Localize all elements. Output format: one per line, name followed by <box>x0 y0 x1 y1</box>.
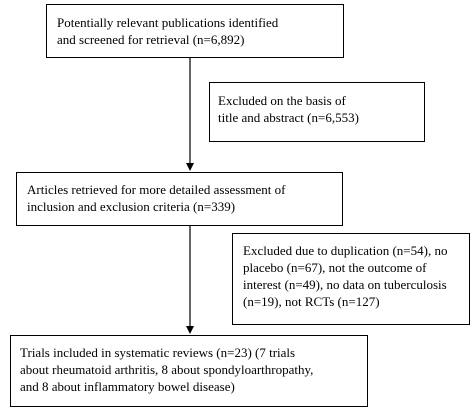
box-text-line: Trials included in systematic reviews (n=23) (7 trials <box>20 345 296 360</box>
box-text-line: Potentially relevant publications identified <box>57 15 279 30</box>
box-text-line: placebo (n=67), not the outcome of <box>243 260 427 275</box>
box-articles-retrieved <box>16 172 343 226</box>
box-text-line: and 8 about inflammatory bowel disease) <box>20 379 235 394</box>
box-text-line: inclusion and exclusion criteria (n=339) <box>27 199 236 214</box>
box-excluded-duplication <box>232 233 470 325</box>
box-text-line: and screened for retrieval (n=6,892) <box>57 32 245 47</box>
box-text-line: Excluded due to duplication (n=54), no <box>243 243 448 258</box>
box-text-line: interest (n=49), no data on tuberculosis <box>243 277 447 292</box>
box-text-line: title and abstract (n=6,553) <box>218 110 359 125</box>
box-text-line: (n=19), not RCTs (n=127) <box>243 294 380 309</box>
box-text-line: Articles retrieved for more detailed assessment of <box>27 182 286 197</box>
box-text-line: about rheumatoid arthritis, 8 about spondyloarthropathy, <box>20 362 314 377</box>
box-identified-publications <box>46 4 344 58</box>
box-trials-included <box>10 335 368 407</box>
box-excluded-title-abstract <box>209 82 425 142</box>
box-text-line: Excluded on the basis of <box>218 93 346 108</box>
